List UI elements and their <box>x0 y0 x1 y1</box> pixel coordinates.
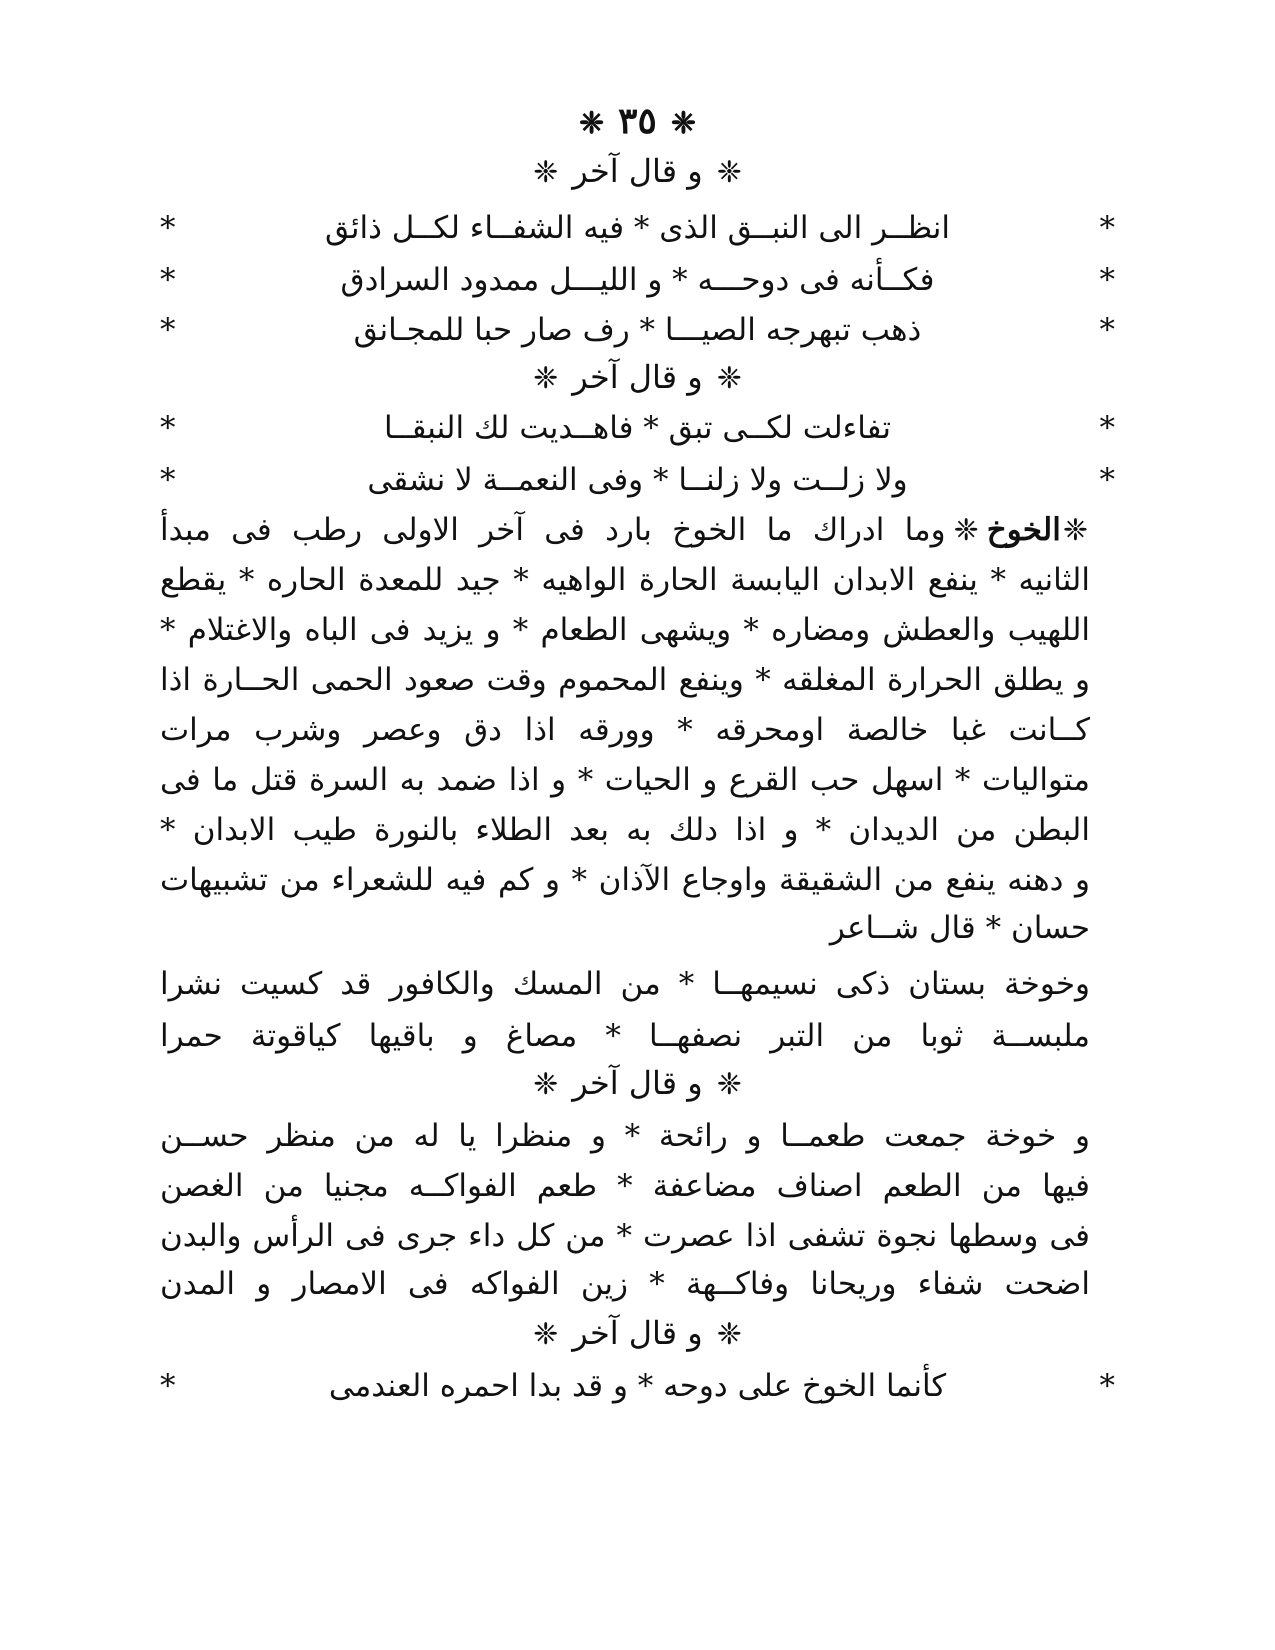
entry-term: الخوخ <box>986 512 1061 548</box>
page-number-text: ٣٥ <box>618 100 657 142</box>
star-icon: * <box>1099 462 1115 498</box>
poem-line: فيها من الطعم اصناف مضاعفة * طعم الفواكــه مجنيا من الغصن <box>160 1168 1090 1204</box>
ornament-icon: ❈ <box>716 361 742 396</box>
star-icon: * <box>160 210 176 246</box>
prose-line: و يطلق الحرارة المغلقه * وينفع المحموم وقت صعود الحمى الحــارة اذا <box>160 662 1090 698</box>
section-heading <box>0 152 1275 190</box>
star-icon: * <box>1099 262 1115 298</box>
verse-line <box>160 462 1115 512</box>
heading-text: و قال آخر <box>572 152 703 190</box>
ornament-icon: ❈ <box>579 106 605 141</box>
section-heading <box>0 358 1275 396</box>
star-icon: * <box>1099 312 1115 348</box>
section-heading <box>0 1314 1275 1352</box>
heading-text: و قال آخر <box>572 358 703 396</box>
ornament-icon: ❈ <box>533 155 559 190</box>
star-icon: * <box>160 312 176 348</box>
poem-line: و خوخة جمعت طعمــا و رائحة * و منظرا يا له من منظر حســن <box>160 1118 1090 1154</box>
poem-line: وخوخة بستان ذكى نسيمهــا * من المسك والكافور قد كسيت نشرا <box>160 966 1090 1002</box>
verse-line <box>160 410 1115 460</box>
star-icon: * <box>160 410 176 446</box>
verse-text: ذهب تبهرجه الصيـــا * رف صار حبا للمجـانق <box>353 312 922 348</box>
prose-line <box>160 512 1090 548</box>
ornament-icon: ❈ <box>953 513 979 548</box>
star-icon: * <box>160 1368 176 1404</box>
ornament-icon: ❈ <box>533 1317 559 1352</box>
ornament-icon: ❈ <box>670 106 696 141</box>
page-number <box>0 100 1275 142</box>
prose-line: و دهنه ينفع من الشقيقة واوجاع الآذان * و كم فيه للشعراء من تشبيهات <box>160 862 1090 898</box>
verse-text: ولا زلــت ولا زلنــا * وفى النعمــة لا نشقى <box>367 462 908 498</box>
ornament-icon: ❈ <box>533 1067 559 1102</box>
verse-text: كأنما الخوخ على دوحه * و قد بدا احمره العندمى <box>328 1368 947 1404</box>
poem-line: فى وسطها نجوة تشفى اذا عصرت * من كل داء جرى فى الرأس والبدن <box>160 1218 1090 1254</box>
heading-text: و قال آخر <box>572 1064 703 1102</box>
verse-text: انظــر الى النبــق الذى * فيه الشفــاء لكــل ذائق <box>324 210 951 246</box>
poem-line: اضحت شفاء وريحانا وفاكــهة * زين الفواكه فى الامصار و المدن <box>160 1266 1090 1302</box>
section-heading <box>0 1064 1275 1102</box>
verse-line <box>160 312 1115 362</box>
verse-line <box>160 262 1115 312</box>
ornament-icon: ❈ <box>533 361 559 396</box>
prose-line: البطن من الديدان * و اذا دلك به بعد الطلاء بالنورة طيب الابدان * <box>160 812 1090 848</box>
star-icon: * <box>1099 210 1115 246</box>
ornament-icon: ❈ <box>1062 513 1088 548</box>
verse-text: تفاءلت لكــى تبق * فاهــديت لك النبقــا <box>384 410 891 446</box>
star-icon: * <box>1099 410 1115 446</box>
star-icon: * <box>1099 1368 1115 1404</box>
poem-line: ملبســة ثوبا من التبر نصفهــا * مصاغ و باقيها كياقوتة حمرا <box>160 1018 1090 1054</box>
prose-line: متواليات * اسهل حب القرع و الحيات * و اذا ضمد به السرة قتل ما فى <box>160 762 1090 798</box>
star-icon: * <box>160 262 176 298</box>
prose-line: حسان * قال شــاعر <box>829 910 1090 946</box>
verse-line <box>160 1368 1115 1418</box>
ornament-icon: ❈ <box>716 155 742 190</box>
heading-text: و قال آخر <box>572 1314 703 1352</box>
prose-line: الثانيه * ينفع الابدان اليابسة الحارة الواهيه * جيد للمعدة الحاره * يقطع <box>160 562 1090 598</box>
ornament-icon: ❈ <box>716 1317 742 1352</box>
verse-line <box>160 210 1115 260</box>
prose-line: كــانت غبا خالصة اومحرقه * وورقه اذا دق وعصر وشرب مرات <box>160 712 1090 748</box>
star-icon: * <box>160 462 176 498</box>
prose-line: اللهيب والعطش ومضاره * ويشهى الطعام * و يزيد فى الباه والاغتلام * <box>160 612 1090 648</box>
ornament-icon: ❈ <box>716 1067 742 1102</box>
verse-text: فكــأنه فى دوحـــه * و الليـــل ممدود السرادق <box>340 262 935 298</box>
prose-text: وما ادراك ما الخوخ بارد فى آخر الاولى رطب فى مبدأ <box>160 512 946 548</box>
